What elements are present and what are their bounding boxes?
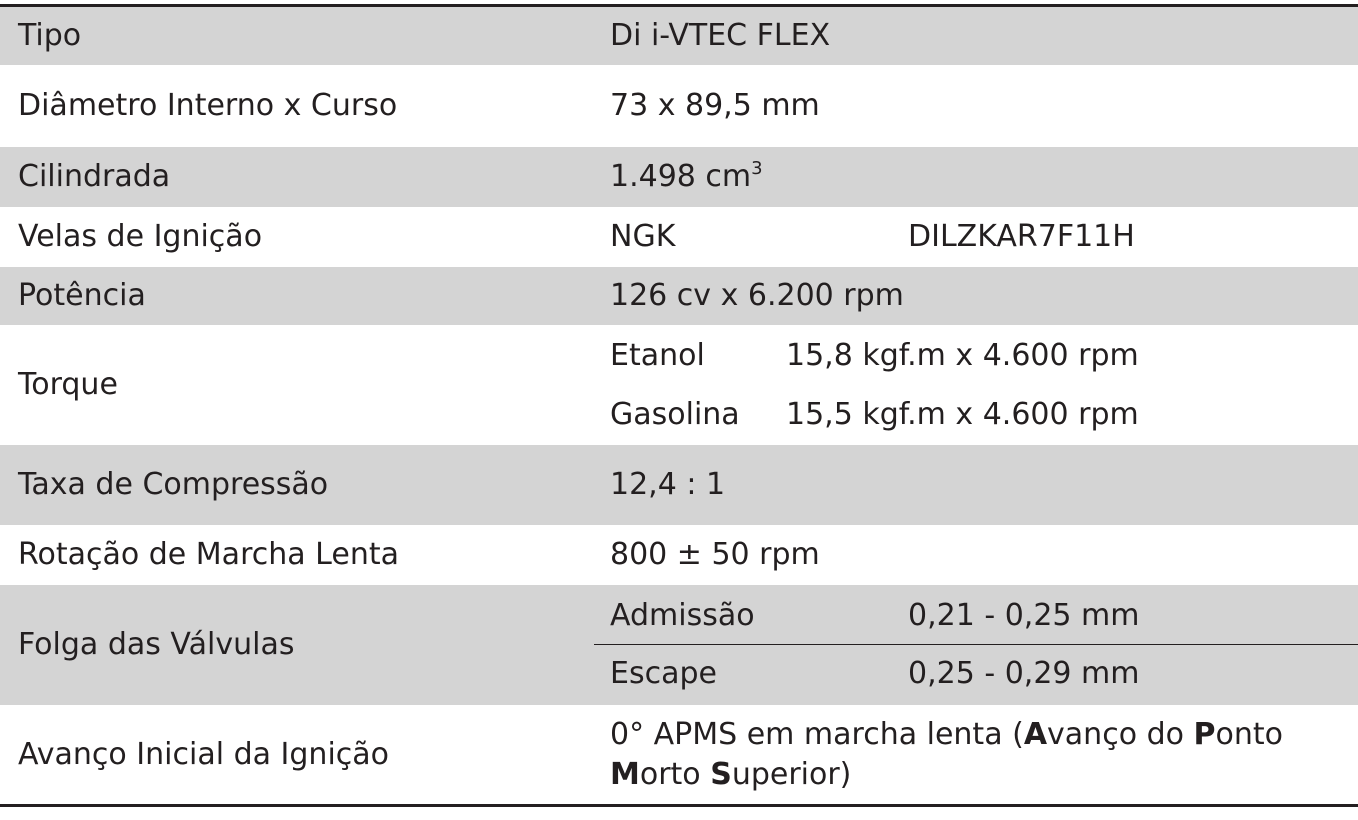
row-velas xyxy=(0,207,1358,267)
avanco-line-1 xyxy=(610,715,1283,755)
folga-escape-label: Escape xyxy=(610,656,717,691)
row-potencia xyxy=(0,267,1358,325)
avanco-rest-p: onto xyxy=(1215,717,1284,752)
cilindrada-number: 1.498 cm xyxy=(610,159,752,194)
avanco-rest-a: vanço do xyxy=(1047,717,1194,752)
label-tipo: Tipo xyxy=(18,18,82,53)
folga-admissao-value: 0,21 - 0,25 mm xyxy=(908,598,1140,633)
value-compressao: 12,4 : 1 xyxy=(610,467,726,502)
folga-subdivider xyxy=(594,644,1358,645)
value-cilindrada xyxy=(610,158,763,194)
label-avanco: Avanço Inicial da Ignição xyxy=(18,736,390,772)
torque-gasolina-label: Gasolina xyxy=(610,397,740,432)
avanco-bold-p: P xyxy=(1193,717,1216,752)
value-potencia: 126 cv x 6.200 rpm xyxy=(610,278,904,313)
avanco-line-2 xyxy=(610,755,1283,795)
value-avanco xyxy=(610,715,1283,795)
row-torque xyxy=(0,325,1358,445)
value-diametro: 73 x 89,5 mm xyxy=(610,88,820,123)
label-folga: Folga das Válvulas xyxy=(18,627,295,662)
row-avanco xyxy=(0,705,1358,804)
row-marcha-lenta xyxy=(0,525,1358,585)
label-compressao: Taxa de Compressão xyxy=(18,467,329,502)
engine-spec-table xyxy=(0,4,1358,807)
avanco-prefix: 0° APMS em marcha lenta ( xyxy=(610,717,1024,752)
avanco-bold-a: A xyxy=(1023,717,1048,752)
label-potencia: Potência xyxy=(18,278,146,313)
row-compressao xyxy=(0,445,1358,525)
torque-gasolina-value: 15,5 kgf.m x 4.600 rpm xyxy=(786,397,1139,432)
label-cilindrada: Cilindrada xyxy=(18,159,171,194)
row-diametro xyxy=(0,65,1358,147)
label-velas: Velas de Ignição xyxy=(18,219,263,254)
avanco-rest-m: orto xyxy=(639,757,711,792)
row-folga xyxy=(0,585,1358,705)
value-velas-model: DILZKAR7F11H xyxy=(908,219,1135,254)
label-diametro: Diâmetro Interno x Curso xyxy=(18,88,398,123)
avanco-bold-s: S xyxy=(710,757,732,792)
label-marcha-lenta: Rotação de Marcha Lenta xyxy=(18,537,399,572)
row-cilindrada xyxy=(0,147,1358,207)
value-velas-brand: NGK xyxy=(610,219,676,254)
row-tipo xyxy=(0,7,1358,65)
value-marcha-lenta: 800 ± 50 rpm xyxy=(610,537,820,572)
torque-etanol-label: Etanol xyxy=(610,338,705,373)
label-torque: Torque xyxy=(18,367,118,402)
cilindrada-exponent: 3 xyxy=(751,158,763,179)
torque-etanol-value: 15,8 kgf.m x 4.600 rpm xyxy=(786,338,1139,373)
value-tipo: Di i-VTEC FLEX xyxy=(610,18,831,53)
folga-escape-value: 0,25 - 0,29 mm xyxy=(908,656,1140,691)
avanco-rest-s: uperior) xyxy=(731,757,852,792)
folga-admissao-label: Admissão xyxy=(610,598,755,633)
avanco-bold-m: M xyxy=(610,757,640,792)
